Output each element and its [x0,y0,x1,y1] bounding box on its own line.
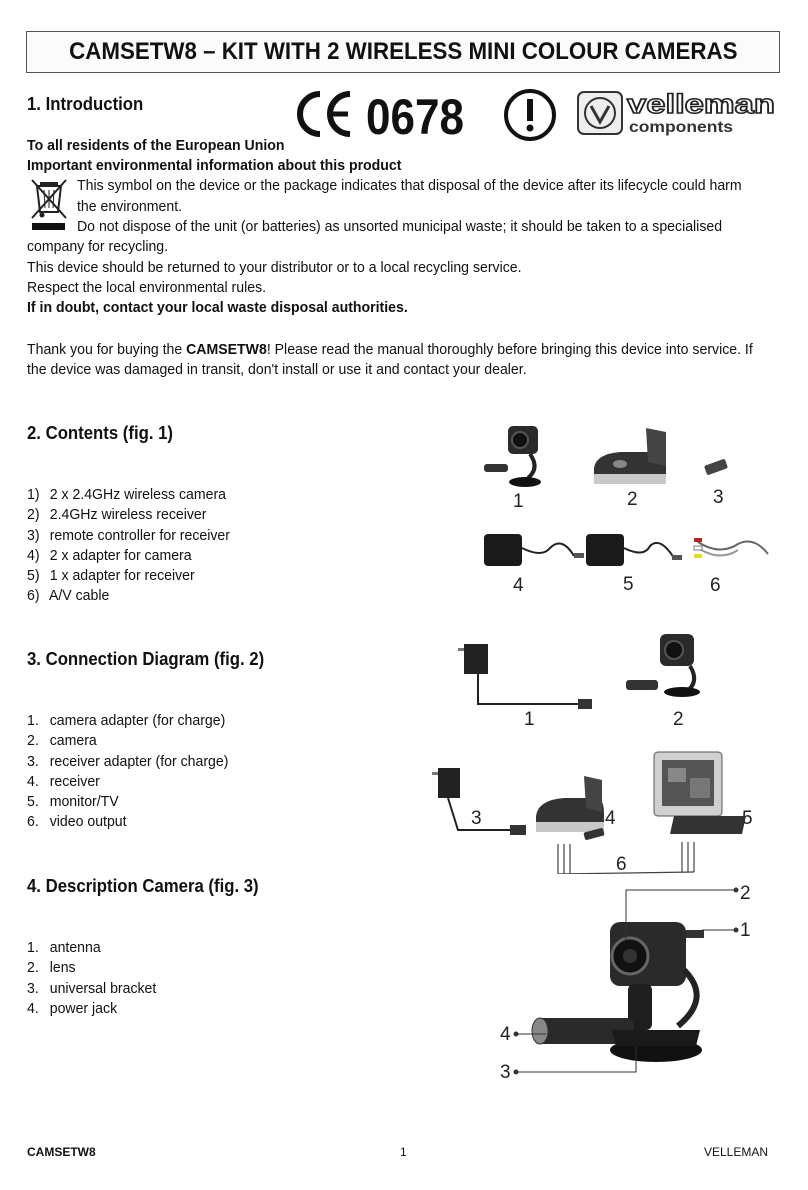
av-cable-image [694,538,768,558]
velleman-logo [577,88,777,138]
item-number: 2. [27,732,39,750]
fig2-label-4: 4 [605,808,616,829]
dispose-text-cont: company for recycling. [27,238,169,255]
item-number: 3. [27,752,39,770]
section-contents-heading: 2. Contents (fig. 1) [27,423,174,443]
item-number: 3) [27,526,40,544]
section-introduction-heading: 1. Introduction [27,94,144,114]
item-number: 1) [27,486,40,503]
item-text: receiver adapter (for charge) [49,752,229,770]
fig3-label-4: 4 [500,1024,511,1045]
fig1-label-2: 2 [627,489,638,510]
fig1-label-5: 5 [623,574,634,595]
item-number: 2) [27,506,40,524]
notified-body-number: 0678 [366,89,464,142]
camera-image [626,634,700,697]
adapter-image [484,534,584,566]
fig2-label-6: 6 [616,854,627,875]
fig3-label-3: 3 [500,1062,511,1083]
adapter-image [586,534,682,566]
item-text: 2.4GHz wireless receiver [49,506,207,524]
item-text: antenna [49,939,101,956]
list-item [27,979,156,999]
item-number: 6. [27,813,39,831]
item-text: lens [49,959,76,977]
fig2-label-1: 1 [524,709,535,730]
monitor-image [654,752,746,834]
remote-image [704,459,728,476]
fig1-label-4: 4 [513,575,524,596]
weee-bin-icon [28,176,70,237]
footer-brand: VELLEMAN [704,1145,769,1159]
item-number: 3. [27,979,39,997]
fig1-label-6: 6 [710,575,721,596]
item-text: A/V cable [48,587,110,605]
camera-image [484,426,541,487]
list-item [27,731,228,751]
item-text: universal bracket [49,979,157,997]
item-text: video output [49,813,127,831]
list-item [27,752,228,772]
list-item [27,958,156,978]
respect-text: Respect the local environmental rules. [27,279,267,296]
fig2-label-3: 3 [471,808,482,829]
fig2-label-2: 2 [673,709,684,730]
list-item [27,938,156,958]
item-text: remote controller for receiver [49,526,230,544]
item-text: camera [49,732,97,750]
velleman-wordmark: velleman [627,89,775,119]
list-item [27,812,228,832]
item-number: 5. [27,793,39,811]
list-item [27,999,156,1019]
figure-2-connection-diagram [412,628,782,874]
item-text: receiver [49,772,100,790]
fig2-label-5: 5 [742,808,753,829]
item-number: 4. [27,772,39,790]
symbol-text-cont: the environment. [77,198,183,215]
item-number: 2. [27,959,39,977]
section-camera-heading: 4. Description Camera (fig. 3) [27,876,259,896]
item-text: 2 x adapter for camera [49,546,192,564]
item-text: camera adapter (for charge) [49,712,226,729]
list-item [27,772,228,792]
list-item [27,566,230,586]
figure-3-camera-description [490,878,780,1088]
footer-page-number: 1 [400,1145,407,1159]
item-number: 1. [27,712,39,729]
warning-icon [502,87,558,148]
thanks-product: CAMSETW8 [186,341,267,358]
dispose-text: Do not dispose of the unit (or batteries) as unsorted municipal waste; it should be taken to a specialised [77,218,723,235]
figure-1-contents [470,418,780,604]
item-number: 6) [27,587,40,605]
camera-parts-list [27,938,156,1019]
section-connection-heading: 3. Connection Diagram (fig. 2) [27,649,265,669]
eu-residents-line: To all residents of the European Union [27,137,285,154]
list-item [27,711,228,731]
item-number: 4. [27,999,39,1017]
thanks-paragraph [27,340,753,361]
receiver-image [536,776,605,840]
symbol-text: This symbol on the device or the package indicates that disposal of the device after its lifecycle could harm [77,177,742,194]
list-item [27,526,230,546]
list-item [27,586,230,606]
receiver-image [594,428,666,484]
footer-product-code: CAMSETW8 [27,1145,96,1159]
document-title-box [26,31,780,73]
contents-list [27,485,230,607]
ce-logo [290,86,470,142]
environmental-info-line: Important environmental information about this product [27,157,402,174]
fig3-label-2: 2 [740,883,751,904]
thanks-paragraph-line2: the device was damaged in transit, don't install or use it and contact your dealer. [27,361,527,378]
fig1-label-1: 1 [513,491,524,512]
return-text: This device should be returned to your distributor or to a local recycling service. [27,259,522,276]
connection-list [27,711,228,833]
doubt-text: If in doubt, contact your local waste disposal authorities. [27,299,408,316]
item-number: 4) [27,546,40,564]
thanks-pre: Thank you for buying the [27,341,187,358]
item-number: 1. [27,939,39,956]
item-text: 2 x 2.4GHz wireless camera [49,486,227,503]
item-text: monitor/TV [49,793,119,811]
list-item [27,485,230,505]
camera-closeup-image [532,922,704,1062]
camera-adapter-image [458,644,592,709]
item-number: 5) [27,567,40,585]
document-title: CAMSETW8 – KIT WITH 2 WIRELESS MINI COLOUR CAMERAS [68,38,738,65]
fig1-label-3: 3 [713,487,724,508]
item-text: 1 x adapter for receiver [49,567,195,585]
list-item [27,546,230,566]
list-item [27,792,228,812]
components-wordmark: components [629,119,734,136]
fig3-label-1: 1 [740,920,751,941]
item-text: power jack [49,999,118,1017]
list-item [27,505,230,525]
thanks-post: ! Please read the manual thoroughly before bringing this device into service. If [266,341,753,358]
